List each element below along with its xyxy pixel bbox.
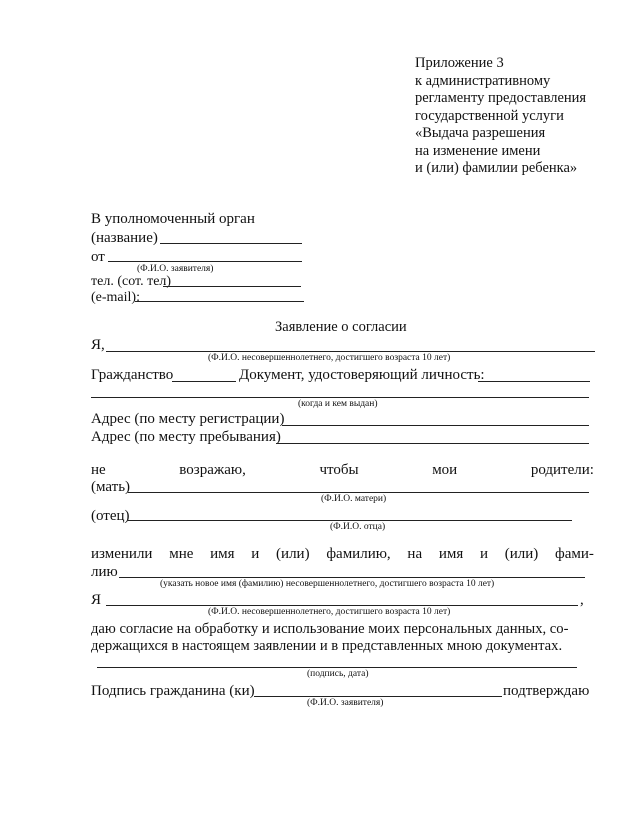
appendix-line: на изменение имени: [415, 142, 541, 159]
change-word: и: [251, 546, 260, 562]
applicant-caption: (Ф.И.О. заявителя): [137, 264, 214, 274]
authority-name-label: (название): [91, 230, 158, 246]
new-name-field[interactable]: [119, 577, 585, 578]
change-word: и: [480, 546, 489, 562]
email-field[interactable]: [135, 301, 304, 302]
change-word: фамилию,: [326, 546, 391, 562]
i-label: Я,: [91, 337, 105, 353]
change-word: (или): [276, 546, 310, 562]
form-title: Заявление о согласии: [275, 319, 407, 335]
objection-word: не: [91, 462, 106, 478]
appendix-line: регламенту предоставления: [415, 90, 587, 106]
address-stay-field[interactable]: [276, 443, 589, 444]
change-word: изменили: [91, 546, 153, 562]
mother-label: (мать): [91, 479, 131, 495]
document-field[interactable]: [478, 381, 590, 382]
mother-caption: (Ф.И.О. матери): [321, 494, 387, 504]
issued-caption: (когда и кем выдан): [298, 399, 378, 409]
minor-name-field[interactable]: [106, 351, 595, 352]
consent-line-2: держащихся в настоящем заявлении и в представленных мною документах.: [91, 638, 563, 654]
minor-caption: (Ф.И.О. несовершеннолетнего, достигшего возраста 10 лет): [208, 353, 451, 363]
objection-word: возражаю,: [179, 462, 246, 478]
applicant-caption-2: (Ф.И.О. заявителя): [307, 698, 384, 708]
document-details-field[interactable]: [91, 397, 589, 398]
minor-caption-2: (Ф.И.О. несовершеннолетнего, достигшего возраста 10 лет): [208, 607, 451, 617]
change-word: имя: [438, 546, 464, 562]
objection-word: мои: [432, 462, 458, 478]
change-line: [91, 546, 594, 563]
address-registration-label: Адрес (по месту регистрации): [91, 411, 285, 427]
father-label: (отец): [91, 508, 130, 524]
authority-label: В уполномоченный орган: [91, 211, 255, 227]
appendix-line: «Выдача разрешения: [415, 125, 546, 141]
appendix-line: государственной услуги: [415, 107, 564, 124]
from-label: от: [91, 249, 105, 265]
applicant-name-field[interactable]: [108, 261, 302, 262]
change-word: на: [407, 546, 423, 562]
objection-word: чтобы: [319, 462, 359, 478]
address-stay-label: Адрес (по месту пребывания): [91, 429, 281, 445]
change-word: имя: [210, 546, 235, 562]
mother-name-field[interactable]: [128, 492, 589, 493]
change-continuation: лию: [91, 564, 118, 580]
authority-name-field[interactable]: [160, 243, 302, 244]
appendix-note: [415, 55, 586, 178]
objection-line: [91, 462, 594, 479]
signature-date-field[interactable]: [97, 667, 577, 668]
signature-label: Подпись гражданина (ки): [91, 683, 255, 699]
new-name-caption: (указать новое имя (фамилию) несовершеннолетнего, достигшего возраста 10 лет): [160, 579, 495, 589]
i2-label: Я: [91, 592, 102, 608]
citizenship-label: Гражданство: [91, 367, 174, 383]
citizenship-field[interactable]: [172, 381, 236, 382]
document-label: Документ, удостоверяющий личность:: [239, 367, 485, 383]
father-name-field[interactable]: [128, 520, 572, 521]
minor-name-field-2[interactable]: [106, 605, 578, 606]
appendix-line: и (или) фамилии ребенка»: [415, 160, 578, 176]
change-word: (или): [504, 546, 539, 562]
confirm-label: подтверждаю: [503, 683, 590, 699]
father-caption: (Ф.И.О. отца): [330, 522, 386, 532]
consent-line-1: даю согласие на обработку и использование моих персональных данных, со-: [91, 621, 569, 637]
address-registration-field[interactable]: [282, 425, 589, 426]
phone-field[interactable]: [163, 286, 301, 287]
objection-word: родители:: [530, 462, 594, 478]
applicant-signature-field[interactable]: [254, 696, 502, 697]
appendix-line: к административному: [415, 72, 551, 89]
change-word: мне: [169, 546, 194, 562]
appendix-line: Приложение 3: [415, 55, 504, 71]
change-word: фами-: [555, 546, 594, 562]
email-label: (e-mail):: [91, 290, 140, 305]
sign-date-caption: (подпись, дата): [307, 669, 369, 679]
phone-label: тел. (сот. тел): [91, 274, 172, 289]
comma: ,: [580, 592, 584, 608]
